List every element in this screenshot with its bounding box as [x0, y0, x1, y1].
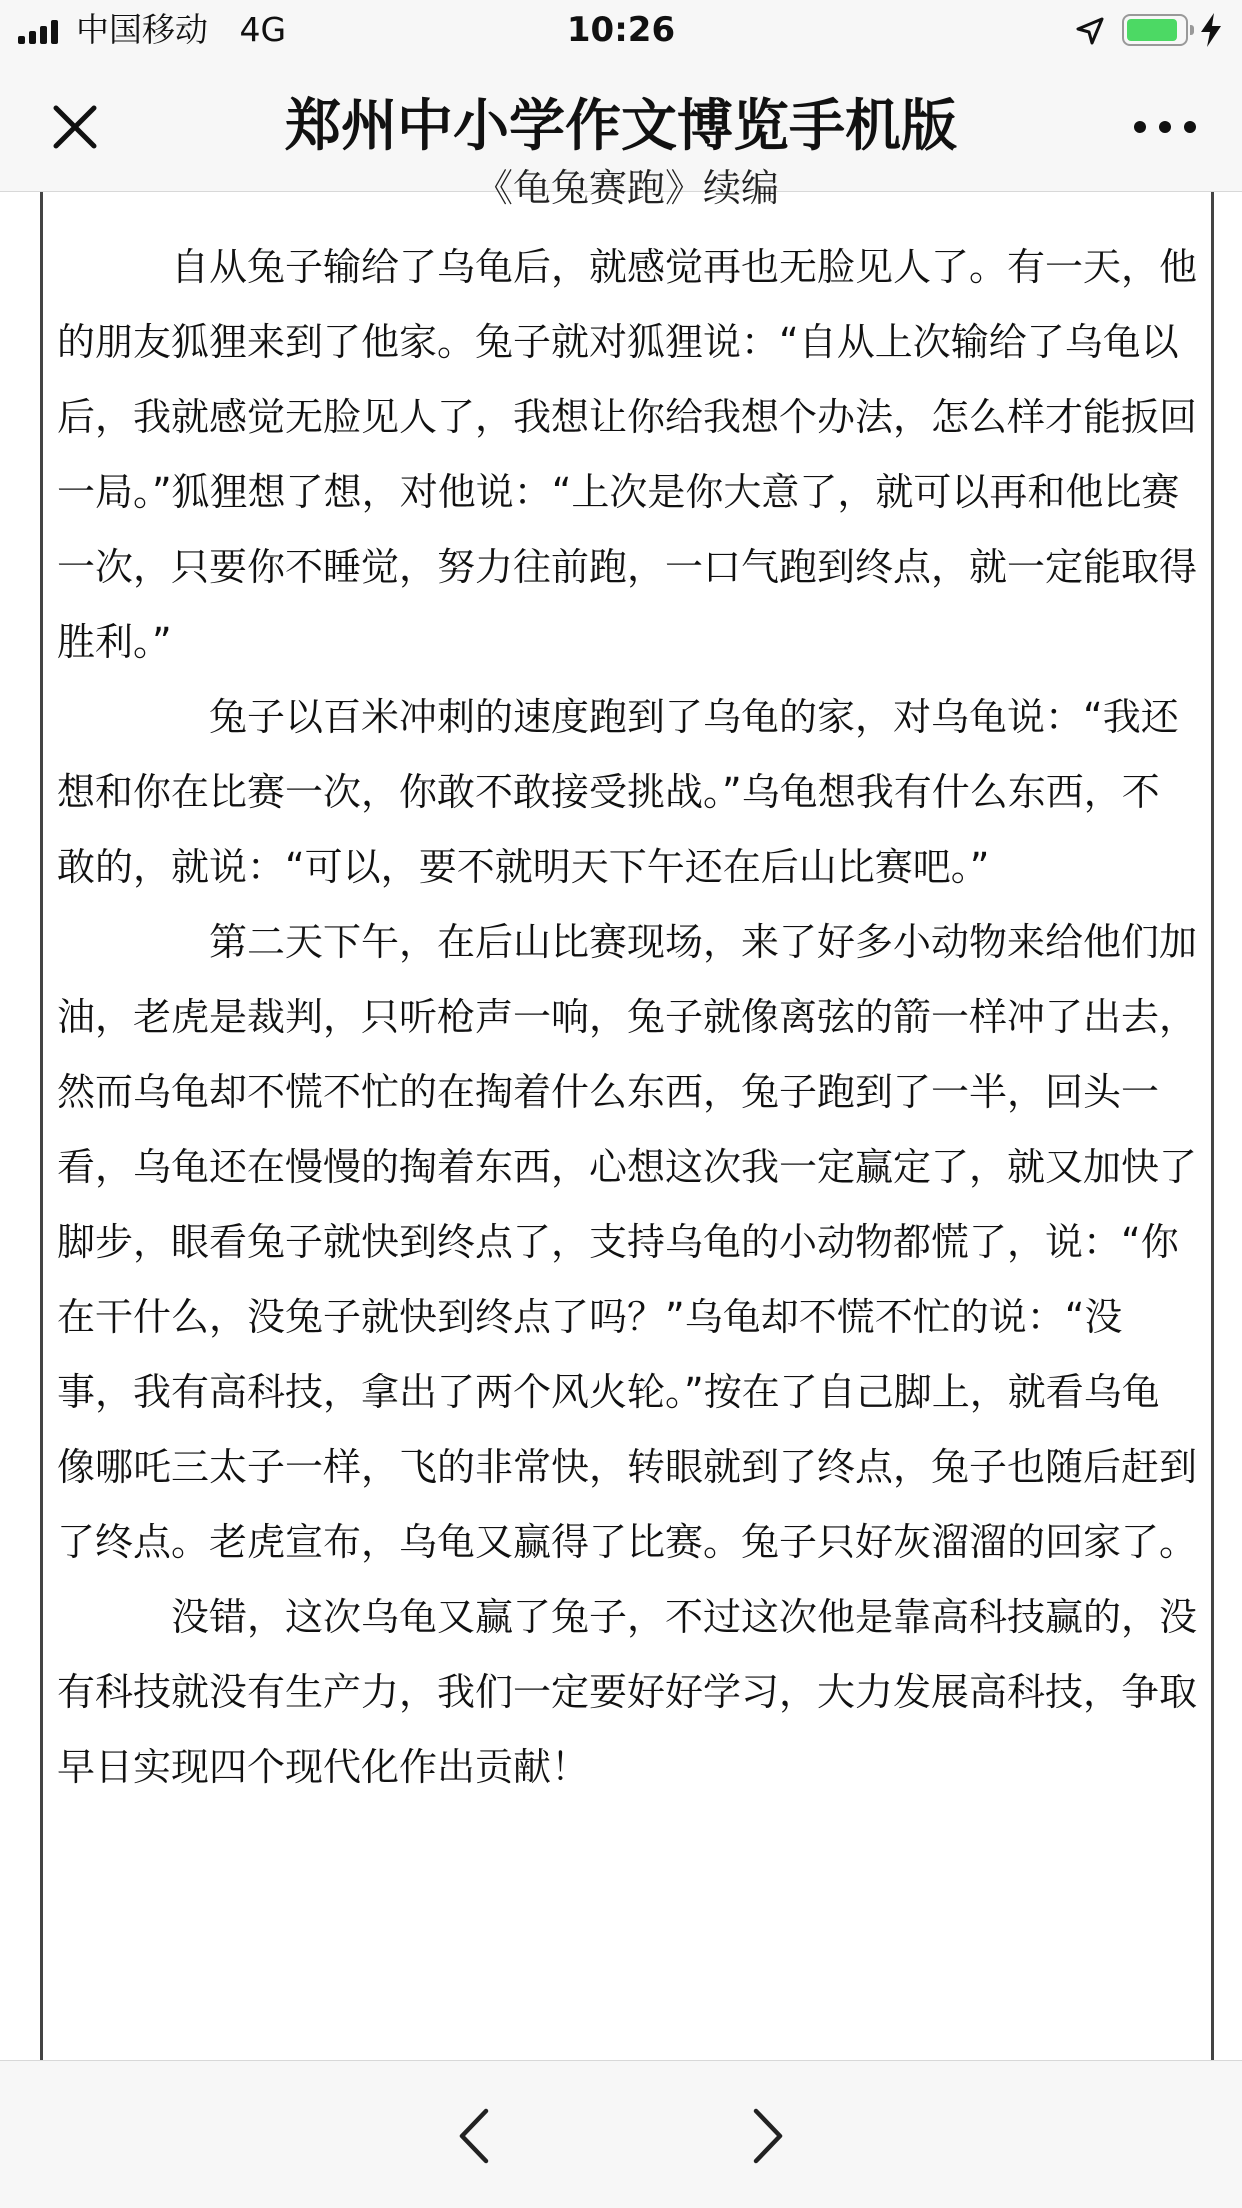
forward-button[interactable] [734, 2101, 804, 2171]
paragraph-2: 兔子以百米冲刺的速度跑到了乌龟的家，对乌龟说：“我还想和你在比赛一次，你敢不敢接受挑战。”乌龟想我有什么东西，不敢的，就说：“可以，要不就明天下午还在后山比赛吧。” [57, 695, 1179, 889]
article-frame[interactable] [40, 166, 1214, 2060]
article-heading: 《龟兔赛跑》续编 [474, 166, 779, 210]
location-icon [1074, 15, 1106, 47]
article-body [57, 230, 1197, 1805]
status-bar [0, 0, 1242, 62]
paragraph-4: 没错，这次乌龟又赢了兔子，不过这次他是靠高科技赢的，没有科技就没有生产力，我们一定要好好学习，大力发展高科技，争取早日实现四个现代化作出贡献！ [57, 1595, 1198, 1789]
battery-level [1127, 19, 1177, 41]
chevron-left-icon [456, 2107, 490, 2165]
back-button[interactable] [438, 2101, 508, 2171]
charging-bolt-icon [1198, 12, 1224, 48]
paragraph-3: 第二天下午，在后山比赛现场，来了好多小动物来给他们加油，老虎是裁判，只听枪声一响，兔子就像离弦的箭一样冲了出去，然而乌龟却不慌不忙的在掏着什么东西，兔子跑到了一半，回头一看，乌龟还在慢慢的掏着东西，心想这次我一定赢定了，就又加快了脚步，眼看兔子就快到终点了，支持乌龟的小动物都慌了，说：“你在干什么，没兔子就快到终点了吗？”乌龟却不慌不忙的说：“没事，我有高科技，拿出了两个风火轮。”按在了自己脚上，就看乌龟像哪吒三太子一样，飞的非常快，转眼就到了终点，兔子也随后赶到了终点。老虎宣布，乌龟又赢得了比赛。兔子只好灰溜溜的回家了。 [57, 920, 1198, 1564]
more-dots-icon [1133, 120, 1197, 134]
battery-icon [1122, 14, 1188, 46]
more-options-button[interactable] [1120, 92, 1210, 162]
carrier-name: 中国移动 [76, 10, 208, 49]
chevron-right-icon [752, 2107, 786, 2165]
clock: 10:26 [566, 10, 676, 50]
network-type: 4G [239, 10, 287, 49]
bottom-toolbar [0, 2060, 1242, 2208]
page-title: 郑州中小学作文博览手机版 [285, 94, 957, 159]
paragraph-1: 自从兔子输给了乌龟后，就感觉再也无脸见人了。有一天，他的朋友狐狸来到了他家。兔子就对狐狸说：“自从上次输给了乌龟以后，我就感觉无脸见人了，我想让你给我想个办法，怎么样才能扳回一局。”狐狸想了想，对他说：“上次是你大意了，就可以再和他比赛一次，只要你不睡觉，努力往前跑，一口气跑到终点，就一定能取得胜利。” [57, 245, 1198, 664]
battery-nub [1190, 25, 1194, 35]
